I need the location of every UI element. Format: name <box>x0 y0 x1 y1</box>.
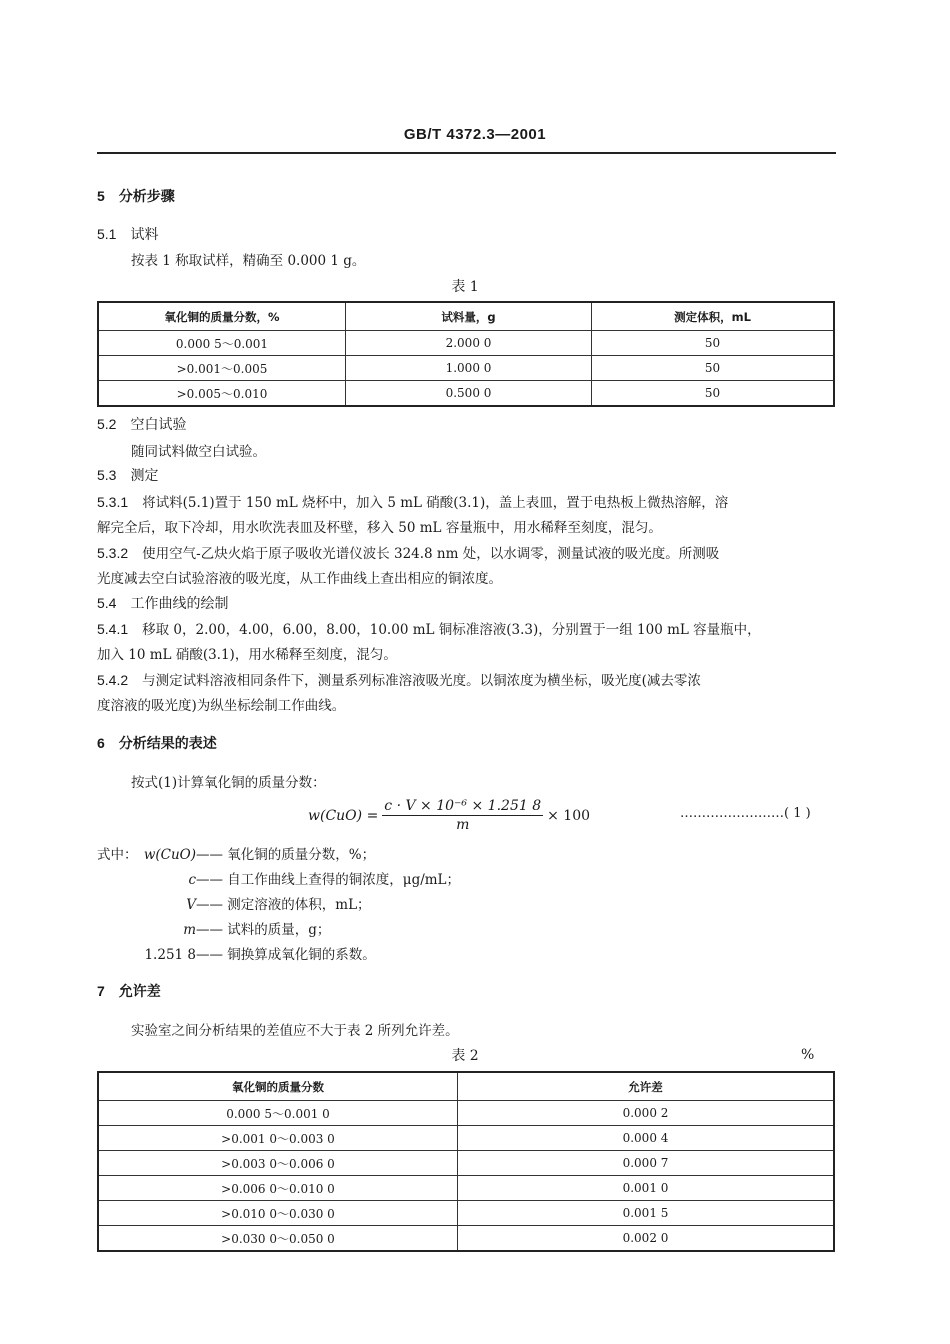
section-5-3-heading <box>97 465 158 485</box>
definition-symbol: m <box>183 922 196 938</box>
table-cell: 0.000 7 <box>458 1151 835 1176</box>
paragraph-text: 将试料(5.1)置于 150 mL 烧杯中，加入 5 mL 硝酸(3.1)，盖上表皿，置于电热板上微热溶解，溶 <box>142 495 729 511</box>
section-5-3-1-line-1 <box>97 491 728 511</box>
section-number: 5.3.1 <box>97 494 129 510</box>
section-5-4-2-line-1 <box>97 669 701 689</box>
table-header-cell: 氧化铜的质量分数，% <box>98 302 346 331</box>
table-row <box>98 1201 834 1226</box>
section-title: 工作曲线的绘制 <box>130 595 229 611</box>
definition-item <box>140 943 376 963</box>
table-cell: >0.005～0.010 <box>98 381 346 407</box>
table-row <box>98 381 834 407</box>
table-header-cell: 允许差 <box>458 1072 835 1101</box>
section-5-4-1-line-1 <box>97 618 761 638</box>
table-cell: 50 <box>592 331 835 356</box>
table-row <box>98 1176 834 1201</box>
definition-symbol: 1.251 8 <box>144 947 196 963</box>
definition-item <box>140 868 460 888</box>
table-cell: 50 <box>592 381 835 407</box>
table-2 <box>97 1071 835 1252</box>
header-rule <box>97 152 836 154</box>
section-5-3-2-line-1 <box>97 542 719 562</box>
definition-item <box>140 893 371 913</box>
definition-item <box>140 918 330 938</box>
section-title: 测定 <box>130 467 159 483</box>
table-cell: >0.001 0～0.003 0 <box>98 1126 458 1151</box>
section-5-1-heading <box>97 224 158 244</box>
formula-1 <box>308 798 590 833</box>
where-label: 式中： <box>97 847 138 863</box>
table-2-unit: % <box>801 1047 815 1063</box>
definition-text: —— 自工作曲线上查得的铜浓度，μg/mL； <box>196 872 461 888</box>
section-7-text: 实验室之间分析结果的差值应不大于表 2 所列允许差。 <box>131 1023 459 1039</box>
paragraph-text: 与测定试料溶液相同条件下，测量系列标准溶液吸光度。以铜浓度为横坐标，吸光度(减去零浓 <box>142 673 701 689</box>
section-title: 试料 <box>130 226 159 242</box>
table-cell: 0.000 5～0.001 <box>98 331 346 356</box>
table-cell: 0.000 2 <box>458 1101 835 1126</box>
table-cell: 2.000 0 <box>346 331 592 356</box>
paragraph-text: 移取 0，2.00，4.00，6.00，8.00，10.00 mL 铜标准溶液(3.3)，分别置于一组 100 mL 容量瓶中， <box>142 622 761 638</box>
section-5-4-2-line-2: 度溶液的吸光度)为纵坐标绘制工作曲线。 <box>97 698 346 714</box>
section-7-heading <box>97 981 161 1001</box>
section-5-4-heading <box>97 593 228 613</box>
table-row <box>98 1151 834 1176</box>
section-number: 5.3 <box>97 467 117 483</box>
table-1 <box>97 301 835 407</box>
table-cell: 0.002 0 <box>458 1226 835 1252</box>
table-cell: 0.000 4 <box>458 1126 835 1151</box>
section-number: 7 <box>97 983 105 999</box>
definition-symbol: w(CuO) <box>143 847 196 863</box>
definition-item <box>140 843 375 863</box>
formula-fraction <box>382 798 543 833</box>
table-cell: >0.001～0.005 <box>98 356 346 381</box>
table-cell: 0.000 5～0.001 0 <box>98 1101 458 1126</box>
definition-symbol: c <box>188 872 196 888</box>
table-row <box>98 1101 834 1126</box>
section-6-heading <box>97 733 217 753</box>
section-number: 5.4 <box>97 595 117 611</box>
formula-denominator: m <box>456 817 470 833</box>
section-number: 6 <box>97 735 105 751</box>
section-6-intro: 按式(1)计算氧化铜的质量分数： <box>131 775 326 791</box>
section-title: 分析步骤 <box>118 188 175 204</box>
paragraph-text: 使用空气-乙炔火焰于原子吸收光谱仪波长 324.8 nm 处，以水调零，测量试液的吸光度。所测吸 <box>142 546 720 562</box>
table-cell: >0.006 0～0.010 0 <box>98 1176 458 1201</box>
table-header-cell: 氧化铜的质量分数 <box>98 1072 458 1101</box>
table-cell: 0.001 0 <box>458 1176 835 1201</box>
definition-text: —— 测定溶液的体积，mL； <box>196 897 371 913</box>
section-title: 分析结果的表述 <box>118 735 217 751</box>
table-cell: 1.000 0 <box>346 356 592 381</box>
definition-symbol: V <box>186 897 196 913</box>
formula-rhs: × 100 <box>547 807 591 824</box>
section-number: 5.3.2 <box>97 545 129 561</box>
table-cell: 0.500 0 <box>346 381 592 407</box>
section-number: 5.1 <box>97 226 117 242</box>
section-5-heading <box>97 186 175 206</box>
table-row <box>98 331 834 356</box>
table-cell: 50 <box>592 356 835 381</box>
section-number: 5.2 <box>97 416 117 432</box>
table-1-caption: 表 1 <box>451 279 479 295</box>
table-cell: >0.003 0～0.006 0 <box>98 1151 458 1176</box>
definition-text: —— 试料的质量，g； <box>196 922 331 938</box>
table-row <box>98 1226 834 1252</box>
section-title: 允许差 <box>118 983 161 999</box>
section-number: 5 <box>97 188 105 204</box>
section-number: 5.4.1 <box>97 621 129 637</box>
table-row <box>98 1126 834 1151</box>
definition-text: —— 铜换算成氧化铜的系数。 <box>196 947 376 963</box>
section-5-1-text: 按表 1 称取试样，精确至 0.000 1 g。 <box>131 253 366 269</box>
table-row <box>98 356 834 381</box>
section-5-2-text: 随同试料做空白试验。 <box>131 444 266 460</box>
section-5-2-heading <box>97 414 186 434</box>
definition-text: —— 氧化铜的质量分数，%； <box>196 847 376 863</box>
section-5-3-2-line-2: 光度减去空白试验溶液的吸光度，从工作曲线上查出相应的铜浓度。 <box>97 571 502 587</box>
formula-lhs: w(CuO) = <box>308 807 379 824</box>
formula-numerator: c · V × 10⁻⁶ × 1.251 8 <box>384 798 542 814</box>
table-2-caption: 表 2 <box>451 1048 479 1064</box>
table-header-row <box>98 302 834 331</box>
document-header-title: GB/T 4372.3—2001 <box>403 126 547 143</box>
section-title: 空白试验 <box>130 416 187 432</box>
table-cell: >0.010 0～0.030 0 <box>98 1201 458 1226</box>
table-header-row <box>98 1072 834 1101</box>
table-cell: 0.001 5 <box>458 1201 835 1226</box>
table-cell: >0.030 0～0.050 0 <box>98 1226 458 1252</box>
section-5-3-1-line-2: 解完全后，取下冷却，用水吹洗表皿及杯壁，移入 50 mL 容量瓶中，用水稀释至刻度，混匀。 <box>97 520 662 536</box>
table-header-cell: 试料量，g <box>346 302 592 331</box>
equation-number: ……………………( 1 ) <box>680 806 811 821</box>
section-number: 5.4.2 <box>97 672 129 688</box>
table-header-cell: 测定体积，mL <box>592 302 835 331</box>
section-5-4-1-line-2: 加入 10 mL 硝酸(3.1)，用水稀释至刻度，混匀。 <box>97 647 397 663</box>
